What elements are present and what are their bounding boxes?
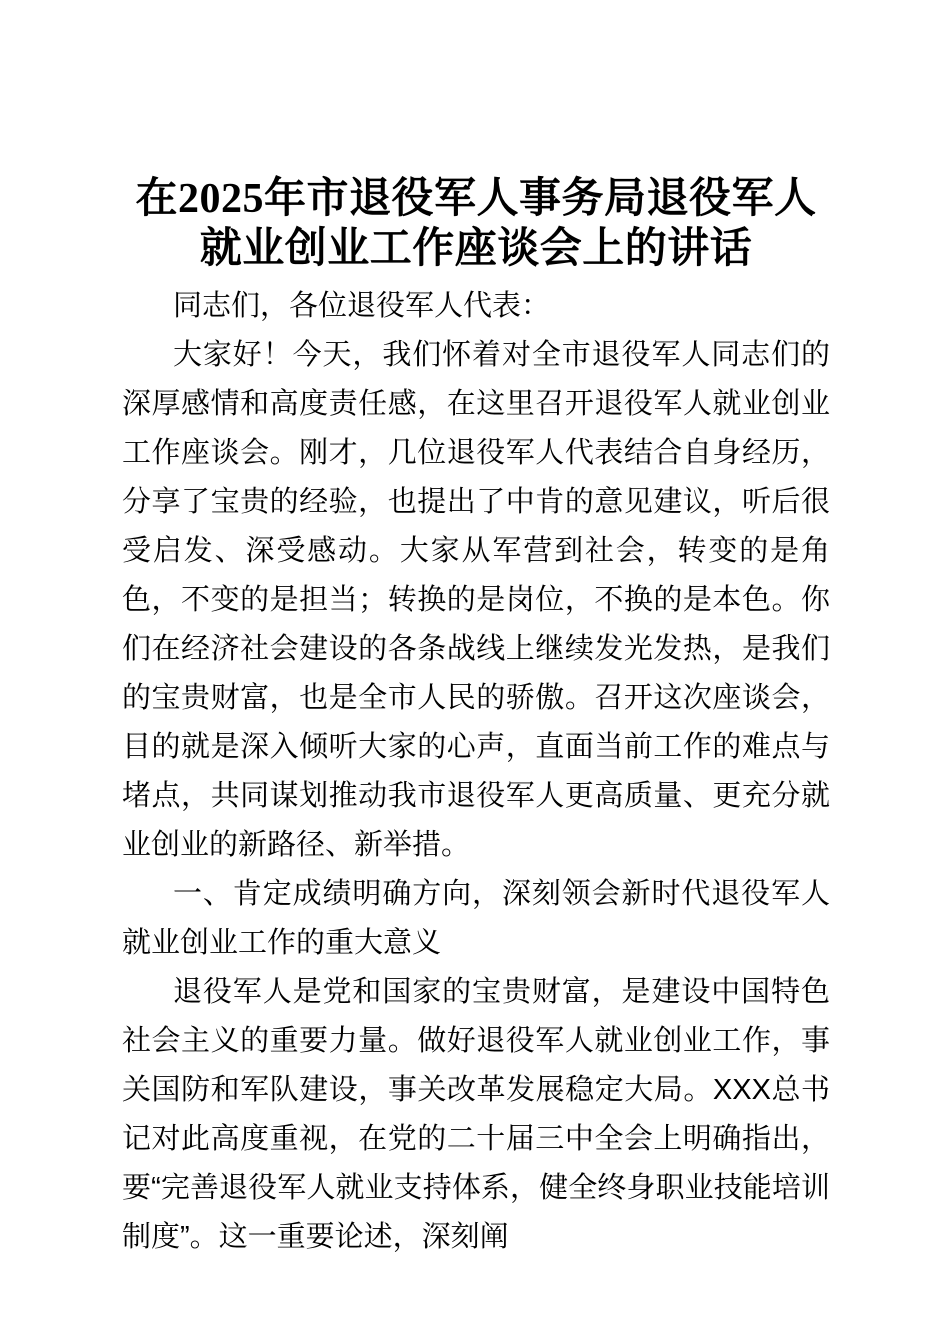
paragraph-opening: 大家好！今天，我们怀着对全市退役军人同志们的深厚感情和高度责任感，在这里召开退役军人就业创业工作座谈会。刚才，几位退役军人代表结合自身经历，分享了宝贵的经验，也提出了中肯的意见建议，听后很受启发、深受感动。大家从军营到社会，转变的是角色，不变的是担当；转换的是岗位，不换的是本色。你们在经济社会建设的各条战线上继续发光发热，是我们的宝贵财富，也是全市人民的骄傲。召开这次座谈会，目的就是深入倾听大家的心声，直面当前工作的难点与堵点，共同谋划推动我市退役军人更高质量、更充分就业创业的新路径、新举措。: [122, 339, 830, 861]
salutation-line: 同志们，各位退役军人代表：: [173, 290, 551, 322]
section-heading-1: 一、肯定成绩明确方向，深刻领会新时代退役军人就业创业工作的重大意义: [122, 878, 830, 959]
document-title: [122, 174, 830, 274]
paragraph-section-1-body: 退役军人是党和国家的宝贵财富，是建设中国特色社会主义的重要力量。做好退役军人就业创业工作，事关国防和军队建设，事关改革发展稳定大局。XXX总书记对此高度重视，在党的二十届三中全会上明确指出，要“完善退役军人就业支持体系，健全终身职业技能培训制度”。这一重要论述，深刻阐: [122, 976, 830, 1253]
document-title-line-1: 在2025年市退役军人事务局退役军人: [135, 176, 817, 222]
document-title-line-2: 就业创业工作座谈会上的讲话: [199, 226, 753, 272]
